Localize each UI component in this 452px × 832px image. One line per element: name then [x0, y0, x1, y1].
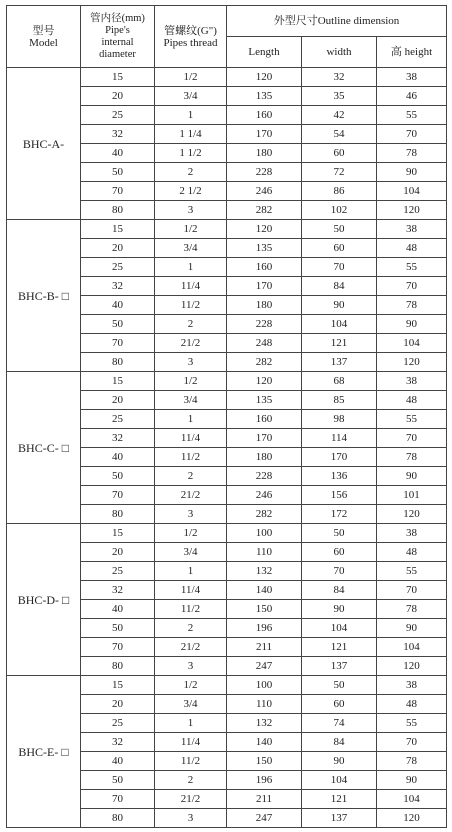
length-cell: 135 — [227, 87, 302, 106]
height-cell: 38 — [377, 524, 447, 543]
length-cell: 170 — [227, 429, 302, 448]
diameter-cell: 70 — [81, 486, 155, 505]
width-cell: 32 — [302, 68, 377, 87]
height-cell: 38 — [377, 372, 447, 391]
diameter-cell: 25 — [81, 410, 155, 429]
header-diameter-zh: 管内径(mm) — [90, 12, 145, 24]
width-cell: 137 — [302, 353, 377, 372]
length-cell: 120 — [227, 372, 302, 391]
thread-cell: 1/2 — [155, 372, 227, 391]
header-diameter-en1: Pipe's — [105, 24, 130, 36]
diameter-cell: 80 — [81, 201, 155, 220]
width-cell: 60 — [302, 239, 377, 258]
width-cell: 50 — [302, 524, 377, 543]
height-cell: 70 — [377, 125, 447, 144]
height-cell: 55 — [377, 714, 447, 733]
length-cell: 135 — [227, 239, 302, 258]
thread-cell: 11/4 — [155, 429, 227, 448]
diameter-cell: 25 — [81, 562, 155, 581]
diameter-cell: 70 — [81, 334, 155, 353]
thread-cell: 2 — [155, 467, 227, 486]
height-cell: 78 — [377, 600, 447, 619]
width-cell: 84 — [302, 581, 377, 600]
header-diameter-en2: internal — [101, 36, 134, 48]
thread-cell: 11/2 — [155, 752, 227, 771]
thread-cell: 3/4 — [155, 543, 227, 562]
diameter-cell: 50 — [81, 771, 155, 790]
thread-cell: 2 — [155, 771, 227, 790]
table-row — [7, 676, 447, 695]
height-cell: 70 — [377, 733, 447, 752]
width-cell: 90 — [302, 296, 377, 315]
height-cell: 90 — [377, 619, 447, 638]
height-cell: 120 — [377, 809, 447, 828]
thread-cell: 1/2 — [155, 524, 227, 543]
height-cell: 104 — [377, 790, 447, 809]
diameter-cell: 25 — [81, 258, 155, 277]
length-cell: 282 — [227, 353, 302, 372]
length-cell: 196 — [227, 771, 302, 790]
thread-cell: 3/4 — [155, 87, 227, 106]
length-cell: 160 — [227, 410, 302, 429]
width-cell: 121 — [302, 334, 377, 353]
thread-cell: 1 1/2 — [155, 144, 227, 163]
height-cell: 90 — [377, 771, 447, 790]
length-cell: 228 — [227, 315, 302, 334]
diameter-cell: 40 — [81, 448, 155, 467]
height-cell: 48 — [377, 695, 447, 714]
width-cell: 136 — [302, 467, 377, 486]
length-cell: 150 — [227, 600, 302, 619]
height-cell: 90 — [377, 315, 447, 334]
table-row — [7, 220, 447, 239]
width-cell: 85 — [302, 391, 377, 410]
height-cell: 46 — [377, 87, 447, 106]
header-thread — [155, 6, 227, 68]
diameter-cell: 32 — [81, 277, 155, 296]
height-cell: 48 — [377, 391, 447, 410]
height-cell: 101 — [377, 486, 447, 505]
diameter-cell: 15 — [81, 524, 155, 543]
thread-cell: 2 — [155, 315, 227, 334]
thread-cell: 1 — [155, 106, 227, 125]
width-cell: 90 — [302, 600, 377, 619]
width-cell: 70 — [302, 258, 377, 277]
height-cell: 55 — [377, 258, 447, 277]
length-cell: 170 — [227, 277, 302, 296]
thread-cell: 11/2 — [155, 448, 227, 467]
length-cell: 120 — [227, 220, 302, 239]
table-row — [7, 372, 447, 391]
height-cell: 120 — [377, 505, 447, 524]
diameter-cell: 50 — [81, 467, 155, 486]
model-cell: BHC-D- □ — [7, 524, 81, 676]
width-cell: 35 — [302, 87, 377, 106]
height-cell: 90 — [377, 163, 447, 182]
length-cell: 100 — [227, 676, 302, 695]
width-cell: 170 — [302, 448, 377, 467]
length-cell: 180 — [227, 144, 302, 163]
table-header — [7, 6, 447, 68]
width-cell: 60 — [302, 695, 377, 714]
height-cell: 55 — [377, 106, 447, 125]
width-cell: 90 — [302, 752, 377, 771]
thread-cell: 3/4 — [155, 239, 227, 258]
width-cell: 137 — [302, 657, 377, 676]
height-cell: 55 — [377, 562, 447, 581]
header-model — [7, 6, 81, 68]
thread-cell: 21/2 — [155, 334, 227, 353]
height-cell: 104 — [377, 182, 447, 201]
thread-cell: 1/2 — [155, 68, 227, 87]
height-cell: 48 — [377, 239, 447, 258]
height-cell: 38 — [377, 220, 447, 239]
table-row — [7, 68, 447, 87]
width-cell: 156 — [302, 486, 377, 505]
header-width: width — [302, 37, 377, 68]
width-cell: 54 — [302, 125, 377, 144]
thread-cell: 21/2 — [155, 486, 227, 505]
diameter-cell: 80 — [81, 505, 155, 524]
length-cell: 160 — [227, 258, 302, 277]
thread-cell: 21/2 — [155, 638, 227, 657]
height-cell: 70 — [377, 581, 447, 600]
thread-cell: 11/4 — [155, 277, 227, 296]
diameter-cell: 20 — [81, 695, 155, 714]
diameter-cell: 25 — [81, 714, 155, 733]
thread-cell: 3 — [155, 201, 227, 220]
diameter-cell: 32 — [81, 733, 155, 752]
width-cell: 84 — [302, 277, 377, 296]
diameter-cell: 20 — [81, 239, 155, 258]
thread-cell: 11/4 — [155, 733, 227, 752]
width-cell: 72 — [302, 163, 377, 182]
diameter-cell: 20 — [81, 87, 155, 106]
diameter-cell: 80 — [81, 809, 155, 828]
width-cell: 98 — [302, 410, 377, 429]
diameter-cell: 40 — [81, 296, 155, 315]
width-cell: 104 — [302, 619, 377, 638]
thread-cell: 3 — [155, 353, 227, 372]
height-cell: 90 — [377, 467, 447, 486]
length-cell: 196 — [227, 619, 302, 638]
width-cell: 84 — [302, 733, 377, 752]
length-cell: 170 — [227, 125, 302, 144]
height-cell: 120 — [377, 353, 447, 372]
width-cell: 50 — [302, 220, 377, 239]
header-model-en: Model — [29, 36, 58, 49]
length-cell: 110 — [227, 543, 302, 562]
length-cell: 211 — [227, 638, 302, 657]
diameter-cell: 80 — [81, 657, 155, 676]
height-cell: 120 — [377, 201, 447, 220]
table-row — [7, 524, 447, 543]
diameter-cell: 25 — [81, 106, 155, 125]
diameter-cell: 32 — [81, 429, 155, 448]
length-cell: 100 — [227, 524, 302, 543]
width-cell: 102 — [302, 201, 377, 220]
height-cell: 104 — [377, 638, 447, 657]
diameter-cell: 15 — [81, 220, 155, 239]
header-height: 高 height — [377, 37, 447, 68]
length-cell: 180 — [227, 296, 302, 315]
length-cell: 120 — [227, 68, 302, 87]
length-cell: 150 — [227, 752, 302, 771]
width-cell: 104 — [302, 315, 377, 334]
length-cell: 246 — [227, 486, 302, 505]
thread-cell: 2 — [155, 163, 227, 182]
thread-cell: 1 — [155, 258, 227, 277]
width-cell: 68 — [302, 372, 377, 391]
height-cell: 78 — [377, 144, 447, 163]
length-cell: 247 — [227, 657, 302, 676]
thread-cell: 11/4 — [155, 581, 227, 600]
thread-cell: 3 — [155, 657, 227, 676]
width-cell: 104 — [302, 771, 377, 790]
height-cell: 38 — [377, 676, 447, 695]
length-cell: 247 — [227, 809, 302, 828]
header-thread-en: Pipes thread — [163, 36, 218, 49]
height-cell: 55 — [377, 410, 447, 429]
diameter-cell: 50 — [81, 315, 155, 334]
thread-cell: 3 — [155, 809, 227, 828]
width-cell: 74 — [302, 714, 377, 733]
thread-cell: 1/2 — [155, 220, 227, 239]
length-cell: 135 — [227, 391, 302, 410]
width-cell: 172 — [302, 505, 377, 524]
length-cell: 132 — [227, 714, 302, 733]
model-cell: BHC-B- □ — [7, 220, 81, 372]
length-cell: 110 — [227, 695, 302, 714]
width-cell: 114 — [302, 429, 377, 448]
diameter-cell: 40 — [81, 752, 155, 771]
model-cell: BHC-C- □ — [7, 372, 81, 524]
diameter-cell: 15 — [81, 372, 155, 391]
header-outline: 外型尺寸Outline dimension — [227, 6, 447, 37]
height-cell: 70 — [377, 429, 447, 448]
diameter-cell: 80 — [81, 353, 155, 372]
thread-cell: 1 — [155, 410, 227, 429]
height-cell: 120 — [377, 657, 447, 676]
height-cell: 78 — [377, 448, 447, 467]
width-cell: 60 — [302, 144, 377, 163]
length-cell: 211 — [227, 790, 302, 809]
header-thread-zh: 管螺纹(G") — [164, 24, 217, 37]
width-cell: 70 — [302, 562, 377, 581]
length-cell: 282 — [227, 505, 302, 524]
header-length: Length — [227, 37, 302, 68]
length-cell: 140 — [227, 733, 302, 752]
length-cell: 228 — [227, 467, 302, 486]
model-cell: BHC-E- □ — [7, 676, 81, 828]
thread-cell: 11/2 — [155, 600, 227, 619]
diameter-cell: 70 — [81, 638, 155, 657]
height-cell: 78 — [377, 752, 447, 771]
height-cell: 70 — [377, 277, 447, 296]
length-cell: 160 — [227, 106, 302, 125]
thread-cell: 2 1/2 — [155, 182, 227, 201]
width-cell: 137 — [302, 809, 377, 828]
diameter-cell: 70 — [81, 790, 155, 809]
thread-cell: 11/2 — [155, 296, 227, 315]
thread-cell: 21/2 — [155, 790, 227, 809]
thread-cell: 1 — [155, 714, 227, 733]
thread-cell: 3/4 — [155, 391, 227, 410]
height-cell: 78 — [377, 296, 447, 315]
header-model-zh: 型号 — [32, 24, 55, 37]
thread-cell: 2 — [155, 619, 227, 638]
diameter-cell: 32 — [81, 125, 155, 144]
diameter-cell: 50 — [81, 163, 155, 182]
header-diameter-en3: diameter — [99, 48, 136, 60]
length-cell: 282 — [227, 201, 302, 220]
width-cell: 121 — [302, 790, 377, 809]
height-cell: 104 — [377, 334, 447, 353]
header-diameter — [81, 6, 155, 68]
width-cell: 121 — [302, 638, 377, 657]
diameter-cell: 40 — [81, 600, 155, 619]
model-cell: BHC-A- — [7, 68, 81, 220]
thread-cell: 1 — [155, 562, 227, 581]
thread-cell: 1 1/4 — [155, 125, 227, 144]
thread-cell: 1/2 — [155, 676, 227, 695]
diameter-cell: 15 — [81, 676, 155, 695]
thread-cell: 3 — [155, 505, 227, 524]
length-cell: 140 — [227, 581, 302, 600]
table-body — [7, 68, 447, 828]
diameter-cell: 70 — [81, 182, 155, 201]
diameter-cell: 32 — [81, 581, 155, 600]
length-cell: 246 — [227, 182, 302, 201]
thread-cell: 3/4 — [155, 695, 227, 714]
height-cell: 48 — [377, 543, 447, 562]
diameter-cell: 40 — [81, 144, 155, 163]
width-cell: 86 — [302, 182, 377, 201]
diameter-cell: 20 — [81, 391, 155, 410]
width-cell: 42 — [302, 106, 377, 125]
diameter-cell: 15 — [81, 68, 155, 87]
length-cell: 228 — [227, 163, 302, 182]
diameter-cell: 20 — [81, 543, 155, 562]
width-cell: 50 — [302, 676, 377, 695]
length-cell: 248 — [227, 334, 302, 353]
diameter-cell: 50 — [81, 619, 155, 638]
length-cell: 132 — [227, 562, 302, 581]
height-cell: 38 — [377, 68, 447, 87]
dimension-table — [6, 5, 447, 828]
width-cell: 60 — [302, 543, 377, 562]
length-cell: 180 — [227, 448, 302, 467]
